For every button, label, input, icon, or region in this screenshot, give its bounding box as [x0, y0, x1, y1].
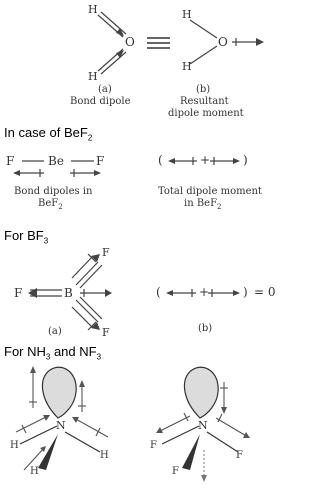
- nh3-vert-arrowhead: [79, 380, 85, 387]
- nh3-atom-h-left: H: [10, 440, 19, 451]
- nh3-heading-sub1: 3: [45, 352, 51, 362]
- bef2-left-caption-text: BeF: [38, 198, 59, 209]
- water-caption-b: (b): [196, 84, 211, 95]
- bef2-right-caption-text: in BeF: [184, 198, 218, 209]
- water-b-arrowhead: [256, 38, 264, 46]
- water-b-atom-h-bottom: H: [182, 60, 192, 73]
- nf3-bottom-arrowhead: [201, 475, 207, 482]
- bf3-equals-zero: = 0: [254, 285, 276, 299]
- nf3-lone-pair-lobe: [184, 367, 218, 418]
- bef2-atom-f-right: F: [96, 154, 105, 168]
- bf3-heading-sub: 3: [43, 236, 49, 246]
- nh3-atom-h-wedge: H: [30, 466, 39, 477]
- bef2-right-caption-sub: 2: [217, 203, 222, 211]
- nh3-lone-pair-lobe: [42, 367, 76, 418]
- bef2-left-caption-line2: [38, 198, 63, 211]
- nh3-atom-n: N: [56, 419, 66, 432]
- water-a-bonds: [98, 12, 126, 74]
- nf3-atom-f-right: F: [236, 450, 243, 461]
- water-b-atom-o: O: [218, 35, 228, 49]
- bef2-close-paren: ): [243, 153, 248, 167]
- bef2-heading: [4, 125, 92, 143]
- bef2-plus: +: [200, 153, 211, 167]
- bef2-right-caption-line1: Total dipole moment: [158, 186, 262, 197]
- bef2-left-caption-sub: 2: [58, 203, 63, 211]
- nh3-lp-arrowhead: [30, 366, 36, 373]
- bef2-heading-sub: 2: [87, 133, 93, 143]
- nf3-atom-n: N: [198, 419, 208, 432]
- nf3-wedge-bond: [182, 434, 200, 470]
- bf3-atom-f-upper: F: [102, 246, 110, 259]
- bf3-caption-b: (b): [198, 323, 213, 334]
- nh3-atom-h-right: H: [100, 450, 109, 461]
- bf3-open-paren: (: [156, 285, 161, 299]
- water-caption-a: (a): [98, 84, 112, 95]
- bf3-atom-b: B: [64, 286, 73, 300]
- nf3-vert-arrowhead: [221, 407, 227, 414]
- water-caption-b-line2: dipole moment: [168, 108, 244, 119]
- nh3-heading-sub2: 3: [96, 352, 102, 362]
- bf3-heading-text: For BF: [4, 228, 44, 243]
- water-b-atom-h-top: H: [182, 8, 192, 21]
- bef2-atom-f-left: F: [6, 154, 15, 168]
- bef2-heading-text: In case of BeF: [4, 125, 88, 140]
- bef2-dipole-arrows: [15, 169, 99, 177]
- bf3-atom-f-left: F: [14, 286, 23, 300]
- bf3-right-arrowhead: [105, 289, 112, 297]
- water-b-bonds: [190, 20, 217, 64]
- bef2-open-paren: (: [158, 153, 163, 167]
- nh3-lone-pair-arrow: [29, 368, 37, 408]
- bf3-plus: +: [199, 285, 210, 299]
- water-a-atom-h-top: H: [88, 3, 98, 16]
- water-caption-b-line1: Resultant: [180, 96, 229, 107]
- bf3-close-paren: ): [243, 285, 248, 299]
- bf3-caption-a: (a): [48, 326, 62, 337]
- equivalence-sign: [147, 38, 170, 48]
- bf3-heading: [4, 228, 48, 246]
- nf3-atom-f-wedge: F: [172, 466, 179, 477]
- nh3-heading-pre: For NH: [4, 344, 46, 359]
- water-a-arrowheads: [116, 28, 124, 58]
- bef2-left-caption-line1: Bond dipoles in: [14, 186, 93, 197]
- nh3-nf3-heading: [4, 344, 101, 362]
- water-caption-a-text: Bond dipole: [70, 96, 131, 107]
- bef2-atom-be: Be: [48, 154, 64, 168]
- water-a-atom-h-bottom: H: [88, 70, 98, 83]
- nh3-heading-mid: and NF: [50, 344, 97, 359]
- bef2-right-caption-line2: [184, 198, 222, 211]
- nf3-atom-f-left: F: [150, 440, 157, 451]
- bf3-atom-f-lower: F: [102, 326, 110, 339]
- water-a-atom-o: O: [125, 35, 135, 49]
